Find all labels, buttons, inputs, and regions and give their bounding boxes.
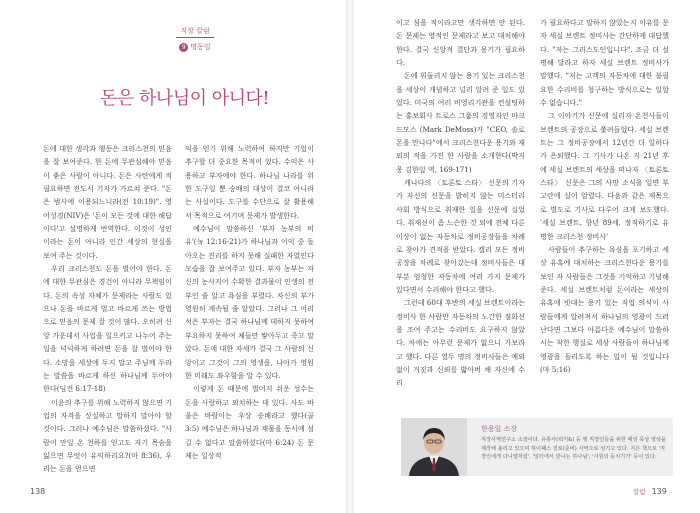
paragraph: 가 필요하다고 말하지 않았는지 이유를 문자 세실 브렌트 정비사는 간단하게 대답했다. "저는 그리스도인입니다". 조금 더 설명해 달라고 하자 세실 브렌트 정비사가 말했다. "저는 고객의 자동차에 대한 불필요한 수리비를 청구하는 방식으로는 일할 수 없습니다." xyxy=(540,18,669,108)
page-footer-right xyxy=(633,487,667,496)
category-number-badge: 9 xyxy=(179,43,188,52)
paragraph: 이윤의 추구를 위해 노력하지 않으면 기업의 자격을 상실하고 말하지 말아야 할 것이다. 그러나 예수님은 말씀하셨다. "사람이 만일 온 천하를 얻고도 자기 목숨을 잃으면 무엇이 유익하리요?(마 8:36), 우리는 돈을 얻으면 xyxy=(43,397,172,474)
paragraph: 캐나다의 〈토론토 스타〉 신문의 기자가 자신의 신문을 밝히지 않는 미스터리 사회 방식으로 취재한 일을 신문에 실었다. 취재선이 좀 느슨한 것 외에 전체 다른 이상이 없는 자동차로 정비공장들을 차례로 찾아가 견적을 받았다. 캘리 모든 정비공장을 차례로 찾아갔는데 정비사들은 대부분 엄청한 자동차에 여러 가지 문제가 있다면서 수리해야 한다고 했다. xyxy=(396,178,525,294)
paragraph: 사람들이 추구하는 욕심을 포기하고 세상 유혹에 대처하는 크리스천다운 용기를 보인 자 사람들은 그것을 기억하고 기념해 준다. 세실 브렌트처럼 돈이라는 세상의 유혹에 빗대는 용기 있는 직업 의식이 사람들에게 알려져서 하나님의 영광이 드러난다면 그보다 아름다운 예수님이 말씀하시는 착한 행실로 세상 사람들이 하나님께 영광을 돌리도록 하는 일이 될 것입니다(마 5:16) xyxy=(540,244,669,374)
paragraph: 이렇게 돈 때문에 벌어지 쉬운 성수는 돈을 사랑하고 외치하는 데 있다. 사도 바울은 바람이는 우상 숭배라고 했다(골 3:5) 예수님은 하나님과 재물을 동시에 섬길 수 없다고 말씀하셨다(마 6:24) 돈 문제는 일상적 xyxy=(185,384,314,460)
author-name: 한용일 소장 xyxy=(481,425,518,433)
paragraph: 그 이야기가 신문에 실리자 온천사들이 브렌트의 공장으로 쫓려들었다. 세실 브렌트는 그 정비공장에서 12년간 더 일하다가 은퇴했다. 그 기사가 나온 지 21년 후에 세실 브렌트의 세상을 떠나자 〈토론토 스타〉 신문은 그의 사망 소식을 일면 부고란에 실어 알렸다. 다음과 같은 제목으로 별도로 기사로 다루어 크게 보도했다. '세실 브렌트, 향년 89세. 정직하기로 유명한 크리스천 정비사' xyxy=(540,111,669,241)
section-label: 칼럼 xyxy=(633,488,646,496)
author-bio-box xyxy=(401,418,673,476)
paragraph: 익을 얻기 위해 노력하여 하지만 기업이 추구할 더 중요한 목적이 있다. 수익은 사용하고 부자에야 한다. 하나님 나라를 위한 도구일 뿐 숭배의 대상이 결코 아니라는 사실이다. 도구를 수단으로 잘 활용해서 목적으로 여기며 문제가 발생한다. xyxy=(185,144,314,220)
author-description: 직장사역연구소 소장이다. 유통사(럭키&) 등 행 직장인들을 위한 매일 묵상 영상을 제작해 올리고 있으며 하이패스 진로(준비) 사역으로 섬기고 있다. 지은 책으로 '직장인에게 다니엘처럼', '일터에서 만나는 하나님', '사원의 동치기기' 등이 있다. xyxy=(481,437,666,460)
page-number-left: 138 xyxy=(30,487,46,496)
paragraph: 예수님이 말씀하신 '부자 농부의 비유'(눅 12:16-21)가 하나님과 이익 중 돌아오는 진리를 하지 못해 실패한 자였인다 모습을 잘 보여주고 있다. 부자 농부는 자신의 농사지어 수확한 결과물이 인생의 전부인 줄 알고 욕심을 부렸다. 자신의 부가 영원히 계속될 줄 알았다. 그러나 그 어리석은 부자는 결국 하나님께 데하지 못하여 부요하지 못하여 체들만 쌓아두고 죽고 말았다. 돈에 대한 자세가 결국 그 사람의 신앙이고 그것이 그의 영생을, 나아가 영원한 미래도 좌우함을 알 수 있다. xyxy=(185,224,314,380)
paragraph: 그런데 60대 후반의 세실 브렌트이라는 정비사 한 사람만 자동차의 노간한 점화선을 조여 주고는 수리비도 요구하지 않았다. 차에는 아무런 문제가 없으니 가보라고 했다. 다른 열두 명의 정비사들은 예외없이 거짓과 신뢰를 밟아버 채 자신에 수리 xyxy=(396,298,525,388)
paragraph: 이고 심을 적이라고만 생각하면 안 된다. 돈 문제는 영적인 문제라고 보고 대처해야 한다. 결국 신앙적 결단과 용기가 필요하다. xyxy=(396,18,525,68)
author-photo xyxy=(401,418,467,476)
category-subtitle: 명동일 xyxy=(190,43,211,51)
category-title: 직장 칼럼 xyxy=(176,26,213,38)
category-header xyxy=(165,18,225,52)
right-column-1 xyxy=(396,16,525,412)
article-title: 돈은 하나님이 아니다! xyxy=(100,88,270,109)
left-column-1 xyxy=(43,142,172,475)
right-column-2 xyxy=(540,16,669,412)
paragraph: 돈에 대한 생각과 행동은 크리스천의 믿음을 잘 보여준다. 한 돈에 무관심해야 믿음이 좋은 사람이 아니다. 돈은 사탄에게 적 필요하면 전도서 기자가 가르쳐 준다. "돈은 범사에 이용되느니라(전 10:19)". 영어성경(NIV)은 '돈이 모든 것에 대한 해답이다'고 설명하게 번역한다. 이것이 성인이라는 돈이 아니라 인간 세상의 현실을 보여 주는 것이다. xyxy=(43,144,172,260)
page-number-right: 139 xyxy=(651,487,667,496)
page-gutter xyxy=(346,0,354,513)
author-portrait-icon xyxy=(401,418,467,476)
paragraph: 우리 크리스천도 돈을 벌어야 한다. 돈에 대한 무관심은 경건이 아니라 무책임이다. 돈의 속성 자체가 문제라는 사람도 있으나 돈을 바르게 벌고 바르게 쓰는 방법으로 믿음의 문제 잘 것이 많다. 오히려 신앙 가운데서 사업을 일으키고 나누어 주는 일을 넉넉하게 하려면 돈을 잘 벌어야 한다. 소망을 세상에 두지 말고 주님께 두라는 말씀을 바르게 하신 하나님께 두어야 한다(딤전 6:17-18) xyxy=(43,264,172,394)
category-subtitle-row xyxy=(165,42,225,52)
paragraph: 돈에 휘둘리지 않는 용기 있는 크리스천을 세상이 개념하고 널리 알려 준 일도 있었다. 미국의 여러 비영리기관을 컨설팅하는 홍보회사 트로스 그룹의 경영자인 마크 드모스 (Mark DeMoss)가 "CEO, 솔로몬을 만나다"에서 크리스천다운 용기와 재외의 적을 가진 한 사람을 소개한다(박지웅 김한일 역, 169-171) xyxy=(396,71,525,174)
left-column-2 xyxy=(185,142,314,475)
